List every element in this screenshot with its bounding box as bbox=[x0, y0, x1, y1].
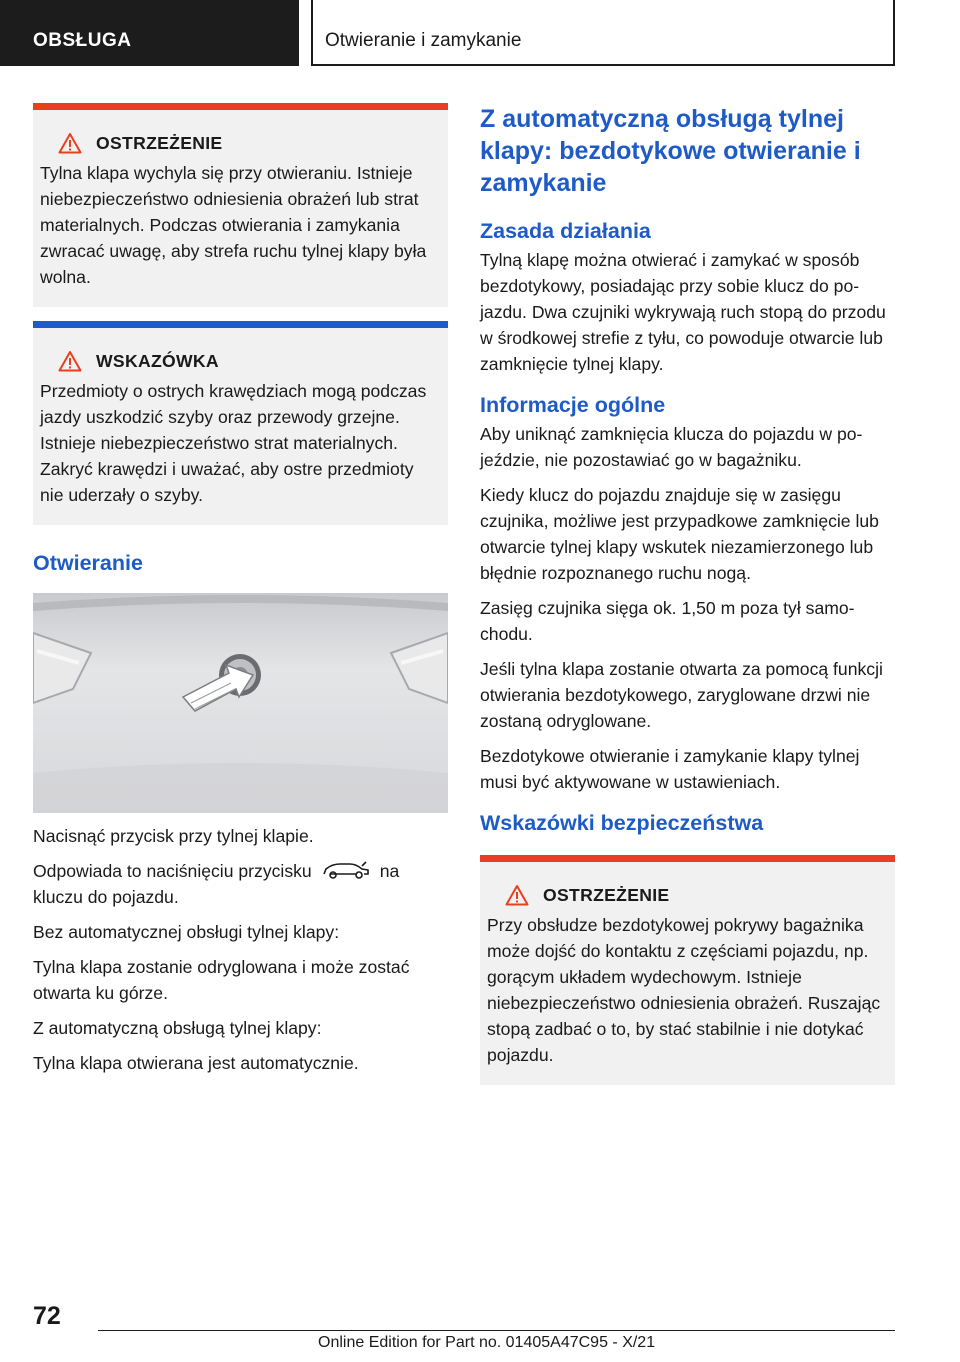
footer-edition: Online Edition for Part no. 01405A47C95 - X/21 bbox=[318, 1334, 656, 1351]
warning-label: OSTRZEŻENIE bbox=[543, 885, 670, 905]
principle-body bbox=[480, 247, 895, 377]
paragraph: Aby uniknąć zamknięcia klucza do pojazdu w pojeździe, nie pozostawiać go w bagażniku. bbox=[480, 424, 863, 470]
tailgate-photo bbox=[33, 593, 448, 813]
paragraph: Tylną klapę można otwierać i zamykać w sposób bezdotykowy, posiadając przy sobie klucz do pojazdu. Dwa czujniki wykrywają ruch stopą do przodu w środkowej strefie z tyłu, co powoduje otwarcie lub zamknięcie tylnej klapy. bbox=[480, 250, 886, 374]
left-body bbox=[33, 823, 448, 1076]
page-number: 72 bbox=[33, 1302, 61, 1330]
subheading-safety: Wskazówki bezpieczeństwa bbox=[480, 811, 764, 835]
tailgate-key-icon bbox=[322, 860, 370, 880]
warning-label: OSTRZEŻENIE bbox=[96, 133, 223, 153]
paragraph: Jeśli tylna klapa zostanie otwarta za pomocą funkcji otwierania bezdotykowego, zaryglowane drzwi nie zostaną odryglowane. bbox=[480, 659, 883, 731]
paragraph: Z automatyczną obsługą tylnej klapy: bbox=[33, 1018, 322, 1038]
paragraph: Nacisnąć przycisk przy tylnej klapie. bbox=[33, 826, 314, 846]
paragraph: Kiedy klucz do pojazdu znajduje się w zasięgu czujnika, możliwe jest przypadkowe zamknięcie lub otwarcie tylnej klapy wskutek niezamierzonego lub błędnie rozpoznanego ruchu nogą. bbox=[480, 485, 879, 583]
warning-header bbox=[487, 882, 885, 908]
tailgate-illustration bbox=[33, 593, 448, 813]
section-heading-opening: Otwieranie bbox=[33, 551, 143, 575]
footer-divider bbox=[98, 1330, 895, 1331]
general-body bbox=[480, 421, 895, 795]
paragraph: Bezdotykowe otwieranie i zamykanie klapy tylnej musi być aktywowane w ustawieniach. bbox=[480, 746, 860, 792]
warning-header bbox=[40, 130, 438, 156]
warning-triangle-icon bbox=[58, 132, 82, 154]
note-text: Przedmioty o ostrych krawędziach mogą podczas jazdy uszkodzić szyby oraz przewody grzejne. Istnieje niebezpieczeństwo strat materialnych. Zakryć krawędzi i uważać, aby ostre przedmioty nie uderzały o szyby. bbox=[40, 381, 427, 505]
subheading-general: Informacje ogólne bbox=[480, 393, 666, 417]
note-box bbox=[33, 321, 448, 525]
paragraph: Bez automatycznej obsługi tylnej klapy: bbox=[33, 922, 340, 942]
header-title: Otwieranie i zamykanie bbox=[311, 0, 895, 66]
paragraph-text-before: Odpowiada to naciśnięciu przycisku bbox=[33, 861, 312, 881]
warning-triangle-icon bbox=[505, 884, 529, 906]
subheading-principle: Zasada działania bbox=[480, 219, 651, 243]
paragraph: Zasięg czujnika sięga ok. 1,50 m poza tył samochodu. bbox=[480, 598, 855, 644]
right-column bbox=[480, 103, 895, 1085]
warning-box bbox=[33, 103, 448, 307]
section-title: Z automatyczną obsługą tylnej klapy: bezdotykowe otwieranie i zamykanie bbox=[480, 105, 861, 197]
note-label: WSKAZÓWKA bbox=[96, 351, 219, 371]
warning-box bbox=[480, 855, 895, 1085]
left-column bbox=[33, 103, 448, 1085]
paragraph-text-after: na kluczu do pojazdu. bbox=[33, 861, 400, 907]
paragraph-with-icon bbox=[33, 858, 448, 910]
note-triangle-icon bbox=[58, 350, 82, 372]
note-header bbox=[40, 348, 438, 374]
paragraph: Tylna klapa zostanie odryglowana i może zostać otwarta ku górze. bbox=[33, 957, 410, 1003]
header-section: OBSŁUGA bbox=[0, 0, 299, 66]
paragraph: Tylna klapa otwierana jest automatycznie. bbox=[33, 1053, 359, 1073]
warning-text: Tylna klapa wychyla się przy otwieraniu. Istnieje niebezpieczeństwo odniesienia obrażeń lub strat materialnych. Podczas otwierania i zamykania zwracać uwagę, aby strefa ruchu tylnej klapy była wolna. bbox=[40, 163, 427, 287]
warning-text: Przy obsłudze bezdotykowej pokrywy bagażnika może dojść do kontaktu z częściami pojazdu, np. gorącym układem wydechowym. Istnieje niebezpieczeństwo odniesienia obrażeń. Ruszając stopą zadbać o to, by stać stabilnie i nie dotykać pojazdu. bbox=[487, 915, 881, 1065]
